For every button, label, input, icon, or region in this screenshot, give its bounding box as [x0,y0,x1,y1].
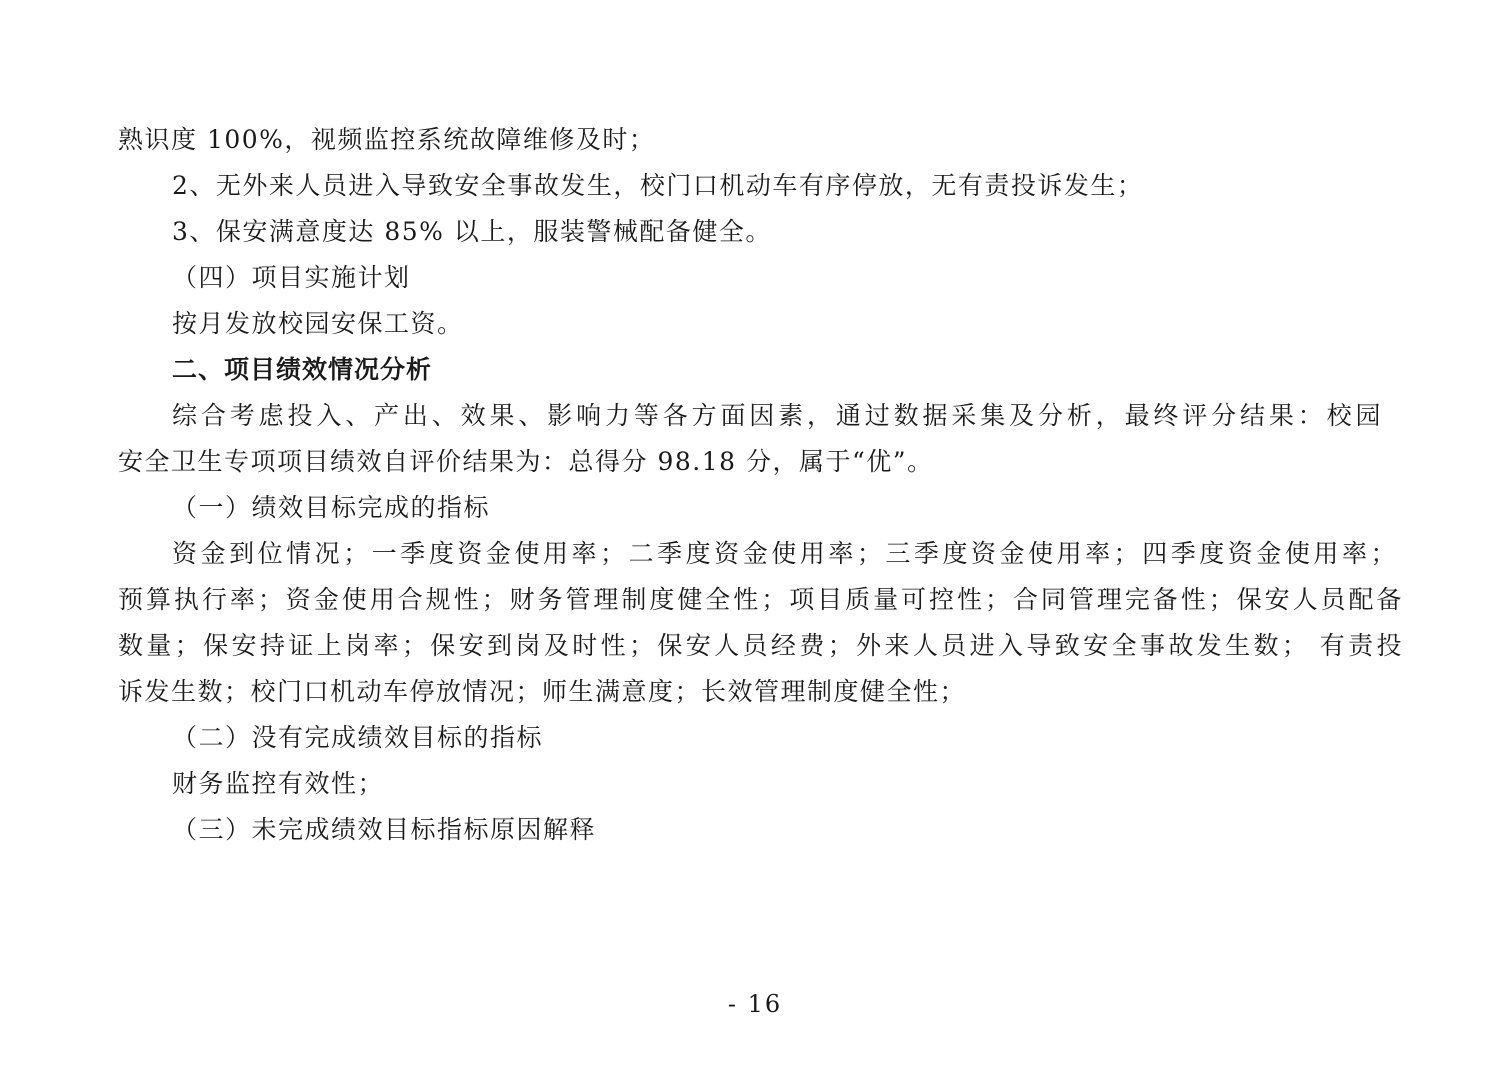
page-number: - 16 [727,990,783,1018]
subsection-heading: （三）未完成绩效目标指标原因解释 [172,815,597,844]
text-line: 2、无外来人员进入导致安全事故发生，校门口机动车有序停放，无有责投诉发生； [172,171,1144,200]
text-line: 诉发生数；校门口机动车停放情况；师生满意度；长效管理制度健全性； [118,677,967,706]
text-line: 资金到位情况；一季度资金使用率；二季度资金使用率；三季度资金使用率；四季度资金使用率； [172,539,1397,568]
text-line: 数量；保安持证上岗率；保安到岗及时性；保安人员经费；外来人员进入导致安全事故发生数； 有责投 [118,631,1403,660]
subsection-heading: （一）绩效目标完成的指标 [172,493,491,522]
subsection-heading: （四）项目实施计划 [172,263,411,292]
text-line: 综合考虑投入、产出、效果、影响力等各方面因素，通过数据采集及分析，最终评分结果：校园 [172,401,1382,430]
text-line: 按月发放校园安保工资。 [172,309,464,338]
text-line: 预算执行率；资金使用合规性；财务管理制度健全性；项目质量可控性；合同管理完备性；保安人员配备 [118,585,1403,614]
text-line: 熟识度 100%，视频监控系统故障维修及时； [118,125,656,154]
text-line: 财务监控有效性； [172,769,385,798]
text-line: 3、保安满意度达 85% 以上，服装警械配备健全。 [172,217,772,246]
text-line: 安全卫生专项项目绩效自评价结果为：总得分 98.18 分，属于“优”。 [118,447,934,476]
subsection-heading: （二）没有完成绩效目标的指标 [172,723,544,752]
section-heading: 二、项目绩效情况分析 [172,355,433,384]
